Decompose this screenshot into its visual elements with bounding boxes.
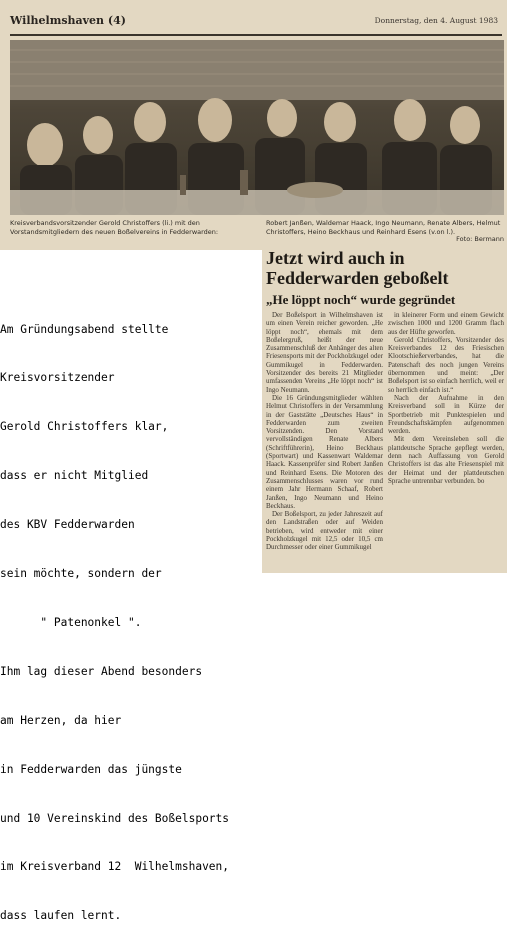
header-rule [10,34,502,36]
note-line: am Herzen, da hier [0,713,122,727]
group-photo [10,40,504,215]
article-headline [266,248,504,288]
article-paragraph: Mit dem Vereinsleben soll die plattdeutsche Sprache gepflegt werden, denn nach Auffassung von Gerold Christoffers ist das alte Friesenspiel mit der Heimat und der plattdeutschen Sprache untrennbar verbunden. bo [388,435,504,485]
header-date: Donnerstag, den 4. August 1983 [374,16,498,25]
page-header [10,14,502,36]
note-line: Am Gründungsabend stellte [0,322,169,336]
photo-caption [10,219,504,245]
note-line: " Patenonkel ". [0,615,142,629]
header-place: Wilhelmshaven (4) [10,14,126,27]
group-photo-illustration [10,40,504,215]
note-line: in Fedderwarden das jüngste [0,762,182,776]
article-paragraph: Der Boßelsport, zu jeder Jahreszeit auf den Landstraßen oder auf Weiden betrieben, wird entweder mit einer Pockholzkugel mit 12,5 oder 10,5 cm Durchmesser oder einer Gummikugel [266,510,383,552]
article-paragraph: Gerold Christoffers, Vorsitzender des Kreisverbandes 12 des Friesischen Klootschießerverbandes, hat die Patenschaft des noch jungen Vereins übernommen und meint: „Der Boßelsport ist so einfach herrlich, weil er so herrlich einfach ist.“ [388,335,504,394]
article-paragraph: Der Boßelsport in Wilhelmshaven ist um einen Verein reicher geworden. „He löppt noch“, ehemals mit dem Boßelergruß, heißt der neue Zusammenschluß der Anhänger des alten Friesensports mit der Pockholzkugel oder Gummikugel in Fedderwarden. Vorsitzender des bereits 21 Mitglieder umfassenden Vereins „He löppt noch“ ist Ingo Neumann. [266,311,383,394]
article-subhead: „He löppt noch“ wurde gegründet [266,292,456,307]
article-paragraph: Nach der Aufnahme in den Kreisverband soll in Kürze der Sportbetrieb mit Punktespielen und Freundschaftskämpfen aufgenommen werden. [388,393,504,436]
note-line: im Kreisverband 12 Wilhelmshaven, [0,860,230,874]
article-paragraph: in kleinerer Form und einem Gewicht zwischen 1000 und 1200 Gramm flach aus der Hüfte geworfen. [388,311,504,336]
note-line: des KBV Fedderwarden [0,518,135,532]
note-line: und 10 Vereinskind des Boßelsports [0,811,230,825]
headline-line-1: Jetzt wird auch in [266,248,405,268]
article-column-2 [388,311,504,573]
headline-line-2: Fedderwarden geboßelt [266,268,449,288]
note-line: Gerold Christoffers klar, [0,420,169,434]
photo-caption-left: Kreisverbandsvorsitzender Gerold Christoffers (li.) mit den Vorstandsmitgliedern des neuen Boßelvereins in Fedderwarden: [10,219,219,236]
article-column-1 [266,311,383,573]
note-line: dass er nicht Mitglied [0,469,149,483]
annotation-note [0,289,262,941]
note-line: dass laufen lernt. [0,909,122,923]
photo-caption-right: Robert Janßen, Waldemar Haack, Ingo Neumann, Renate Albers, Helmut Christoffers, Heino Beckhaus und Reinhard Esens (v.on l.). [266,219,501,236]
note-line: Ihm lag dieser Abend besonders [0,664,203,678]
note-line: Kreisvorsitzender [0,371,115,385]
article-paragraph: Die 16 Gründungsmitglieder wählten Helmut Christoffers in der Versammlung in der Gaststätte „Deutsches Haus“ in Fedderwarden zum zweiten Vorsitzenden. Den Vorstand vervollständigen Renate Albers (Schriftführerin), Heino Beckhaus (Sportwart) und Kassenwart Waldemar Haack. Kassenprüfer sind Robert Janßen und Reinhard Esens. Die Motoren des Zusammenschlusses waren vor rund einem Jahr Hermann Schaaf, Robert Janßen, Ingo Neumann und Heino Beckhaus. [266,393,383,510]
note-line: sein möchte, sondern der [0,567,162,581]
photo-credit: Foto: Bermann [456,235,504,243]
